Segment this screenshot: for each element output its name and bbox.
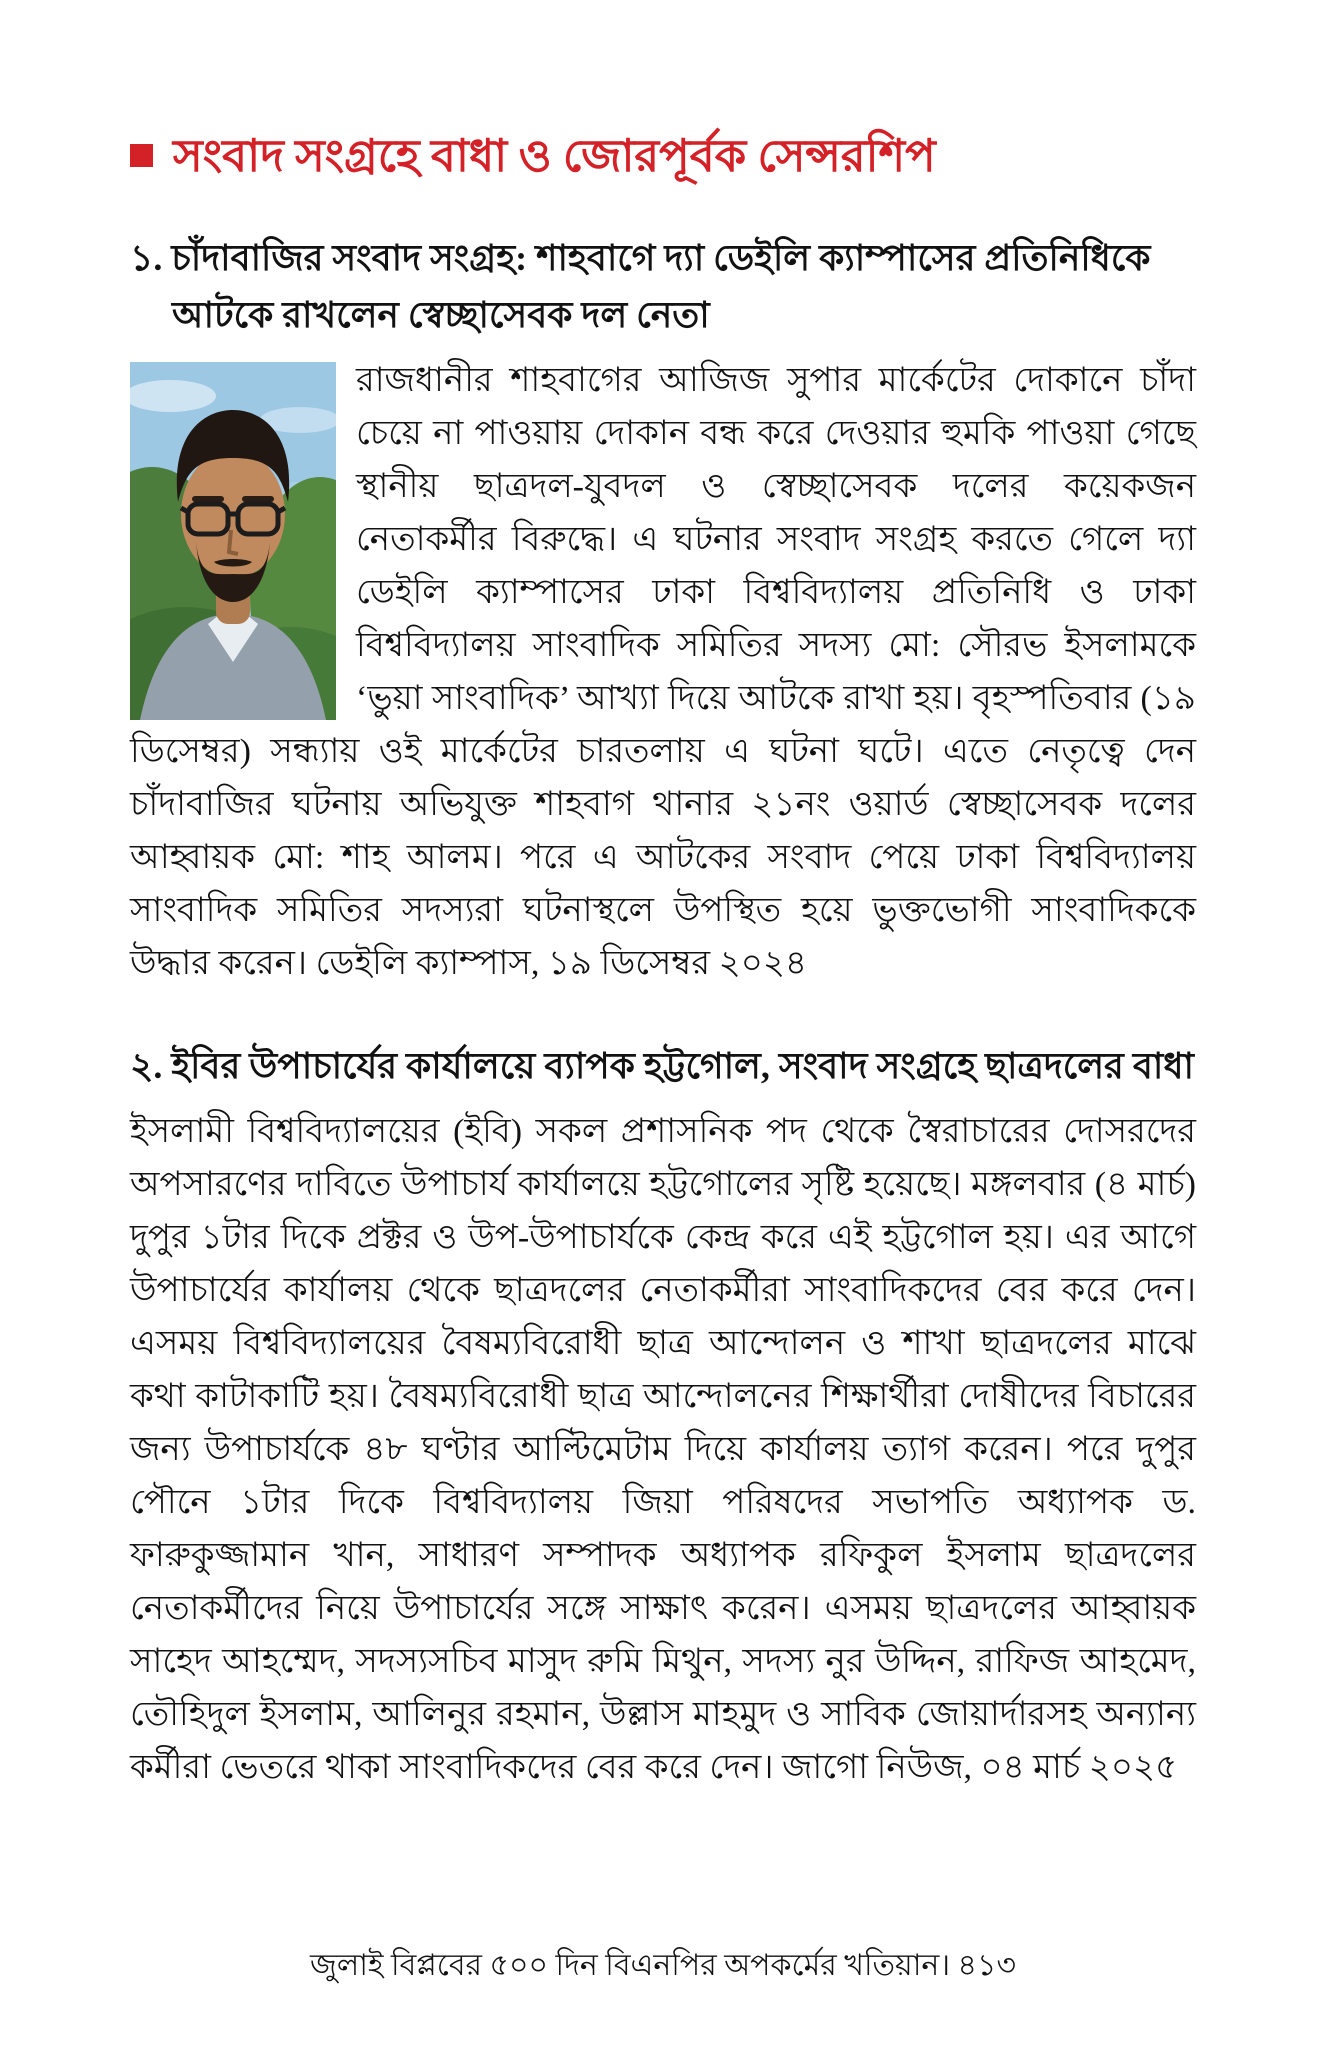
article-1-body: [130, 354, 1196, 990]
article-2-body: [130, 1105, 1196, 1794]
footer-text: জুলাই বিপ্লবের ৫০০ দিন বিএনপির অপকর্মের খতিয়ান। ৪১৩: [310, 1949, 1016, 1982]
page-footer: [0, 1946, 1326, 1986]
article-2-title: ২. ইবির উপাচার্যের কার্যালয়ে ব্যাপক হট্টগোল, সংবাদ সংগ্রহে ছাত্রদলের বাধা: [130, 1046, 1194, 1086]
chapter-title: সংবাদ সংগ্রহে বাধা ও জোরপূর্বক সেন্সরশিপ: [173, 131, 936, 181]
article-1-title: ১. চাঁদাবাজির সংবাদ সংগ্রহ: শাহবাগে দ্যা ডেইলি ক্যাম্পাসের প্রতিনিধিকে আটকে রাখলেন স্বেচ্ছাসেবক দল নেতা: [130, 238, 1151, 335]
journalist-portrait-photo: [130, 362, 336, 720]
portrait-photo-graphic: [130, 362, 336, 720]
square-bullet-icon: [130, 144, 153, 167]
article-1-text: রাজধানীর শাহবাগের আজিজ সুপার মার্কেটের দোকানে চাঁদা চেয়ে না পাওয়ায় দোকান বন্ধ করে দেওয়ার হুমকি পাওয়া গেছে স্থানীয় ছাত্রদল-যুবদল ও স্বেচ্ছাসেবক দলের কয়েকজন নেতাকর্মীর বিরুদ্ধে। এ ঘটনার সংবাদ সংগ্রহ করতে গেলে দ্যা ডেইলি ক্যাম্পাসের ঢাকা বিশ্ববিদ্যালয় প্রতিনিধি ও ঢাকা বিশ্ববিদ্যালয় সাংবাদিক সমিতির সদস্য মো: সৌরভ ইসলামকে ‘ভুয়া সাংবাদিক’ আখ্যা দিয়ে আটকে রাখা হয়। বৃহস্পতিবার (১৯ ডিসেম্বর) সন্ধ্যায় ওই মার্কেটের চারতলায় এ ঘটনা ঘটে। এতে নেতৃত্বে দেন চাঁদাবাজির ঘটনায় অভিযুক্ত শাহবাগ থানার ২১নং ওয়ার্ড স্বেচ্ছাসেবক দলের আহ্বায়ক মো: শাহ আলম। পরে এ আটকের সংবাদ পেয়ে ঢাকা বিশ্ববিদ্যালয় সাংবাদিক সমিতির সদস্যরা ঘটনাস্থলে উপস্থিত হয়ে ভুক্তভোগী সাংবাদিককে উদ্ধার করেন। ডেইলি ক্যাম্পাস, ১৯ ডিসেম্বর ২০২৪: [130, 362, 1196, 982]
article-2-text: ইসলামী বিশ্ববিদ্যালয়ের (ইবি) সকল প্রশাসনিক পদ থেকে স্বৈরাচারের দোসরদের অপসারণের দাবিতে উপাচার্য কার্যালয়ে হট্টগোলের সৃষ্টি হয়েছে। মঙ্গলবার (৪ মার্চ) দুপুর ১টার দিকে প্রক্টর ও উপ-উপাচার্যকে কেন্দ্র করে এই হট্টগোল হয়। এর আগে উপাচার্যের কার্যালয় থেকে ছাত্রদলের নেতাকর্মীরা সাংবাদিকদের বের করে দেন। এসময় বিশ্ববিদ্যালয়ের বৈষম্যবিরোধী ছাত্র আন্দোলন ও শাখা ছাত্রদলের মাঝে কথা কাটাকাটি হয়। বৈষম্যবিরোধী ছাত্র আন্দোলনের শিক্ষার্থীরা দোষীদের বিচারের জন্য উপাচার্যকে ৪৮ ঘণ্টার আল্টিমেটাম দিয়ে কার্যালয় ত্যাগ করেন। পরে দুপুর পৌনে ১টার দিকে বিশ্ববিদ্যালয় জিয়া পরিষদের সভাপতি অধ্যাপক ড. ফারুকুজ্জামান খান, সাধারণ সম্পাদক অধ্যাপক রফিকুল ইসলাম ছাত্রদলের নেতাকর্মীদের নিয়ে উপাচার্যের সঙ্গে সাক্ষাৎ করেন। এসময় ছাত্রদলের আহ্বায়ক সাহেদ আহম্মেদ, সদস্যসচিব মাসুদ রুমি মিথুন, সদস্য নুর উদ্দিন, রাফিজ আহমেদ, তৌহিদুল ইসলাম, আলিনুর রহমান, উল্লাস মাহমুদ ও সাবিক জোয়ার্দারসহ অন্যান্য কর্মীরা ভেতরে থাকা সাংবাদিকদের বের করে দেন। জাগো নিউজ, ০৪ মার্চ ২০২৫: [130, 1113, 1196, 1786]
article-1: [130, 230, 1196, 990]
chapter-heading: [130, 128, 1196, 184]
article-2: [130, 1038, 1196, 1794]
